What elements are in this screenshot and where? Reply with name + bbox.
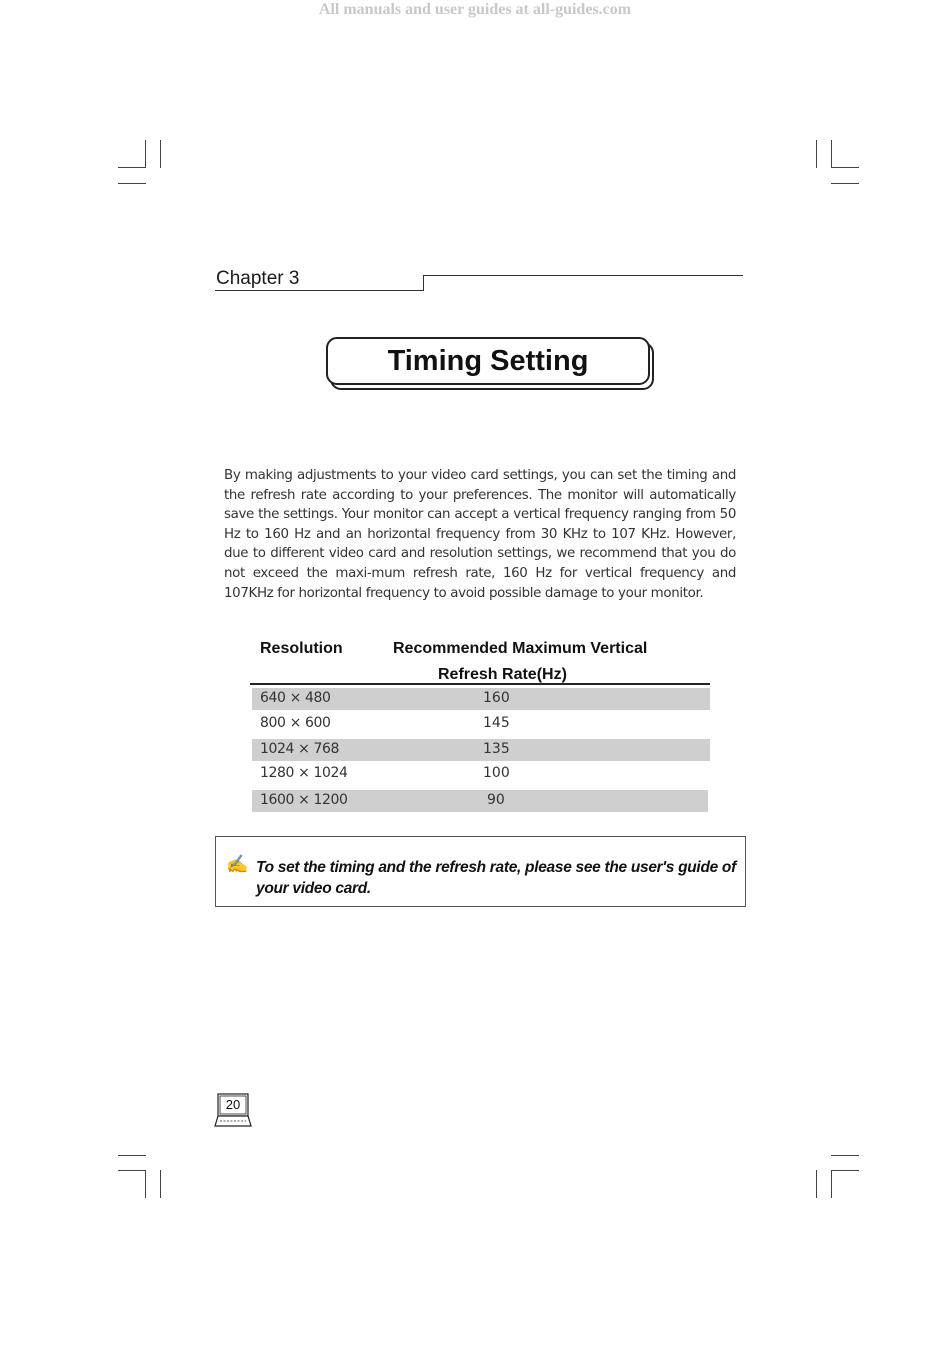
table-row: [252, 763, 710, 785]
refresh-rate-cell: 160: [483, 690, 510, 706]
page-title: Timing Setting: [387, 344, 589, 377]
watermark: All manuals and user guides at all-guides.com: [318, 1, 632, 18]
chapter-label: Chapter 3: [216, 268, 300, 289]
table-header-rule: [250, 683, 710, 685]
refresh-rate-cell: 135: [483, 741, 510, 757]
chapter-header: [215, 266, 743, 292]
resolution-cell: 1024 × 768: [260, 741, 339, 757]
resolution-cell: 800 × 600: [260, 715, 331, 731]
intro-paragraph: By making adjustments to your video card settings, you can set the timing and the refresh rate according to your preferences. The monitor will automatically save the settings. Your monitor can accept a vertical frequency ranging from 50 Hz to 160 Hz and an horizontal frequency from 30 KHz to 107 KHz. However, due to different video card and resolution settings, we recommend that you do not exceed the maxi-mum refresh rate, 160 Hz for vertical frequency and 107KHz for horizontal frequency to avoid possible damage to your monitor.: [224, 468, 736, 601]
table-row: [252, 790, 708, 812]
note-text: To set the timing and the refresh rate, please see the user's guide of your video card.: [256, 859, 736, 897]
resolution-cell: 1280 × 1024: [260, 765, 348, 781]
chapter-rule-right: [423, 275, 743, 276]
pencil-note-icon: ✍: [226, 854, 249, 874]
chapter-rule-step: [423, 275, 424, 291]
column-header-rate-line2: Refresh Rate(Hz): [438, 666, 567, 683]
resolution-cell: 640 × 480: [260, 690, 331, 706]
column-header-resolution: Resolution: [260, 640, 343, 657]
column-header-rate-line1: Recommended Maximum Vertical: [393, 640, 648, 657]
table-row: [252, 713, 710, 735]
note-box: [215, 836, 746, 907]
table-row: [252, 739, 710, 761]
refresh-rate-cell: 90: [487, 792, 505, 808]
refresh-rate-cell: 100: [483, 765, 510, 781]
page-number: 20: [225, 1097, 241, 1112]
chapter-rule-left: [215, 290, 424, 291]
table-row: [252, 688, 710, 710]
title-box: [326, 337, 650, 385]
page-number-badge: [214, 1093, 252, 1131]
resolution-cell: 1600 × 1200: [260, 792, 348, 808]
refresh-rate-cell: 145: [483, 715, 510, 731]
